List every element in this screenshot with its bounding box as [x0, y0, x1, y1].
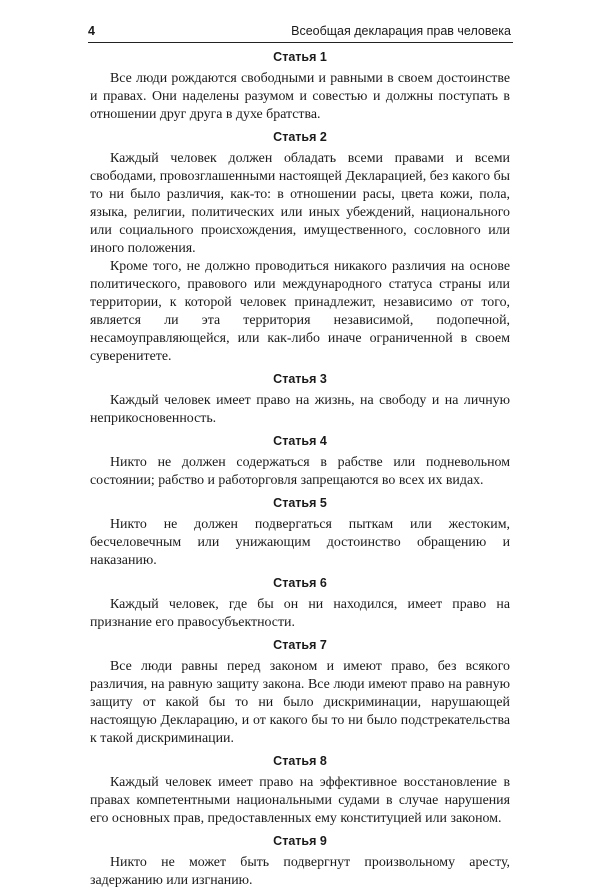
- article-heading: Статья 6: [273, 576, 327, 590]
- article-7: [90, 638, 510, 748]
- article-heading: Статья 1: [273, 50, 327, 64]
- article-heading: Статья 5: [273, 496, 327, 510]
- article-paragraph: Каждый человек, где бы он ни находился, имеет право на признание его правосубъектности.: [90, 597, 510, 630]
- article-heading: Статья 3: [273, 372, 327, 386]
- article-paragraph: Никто не может быть подвергнут произвольному аресту, задержанию или изгнанию.: [90, 855, 510, 888]
- article-paragraph: Каждый человек имеет право на жизнь, на свободу и на личную неприкосновенность.: [90, 393, 510, 426]
- article-paragraph: Все люди рождаются свободными и равными в своем достоинстве и правах. Они наделены разумом и совестью и должны поступать в отношении друг друга в духе братства.: [90, 71, 510, 122]
- article-paragraph: Никто не должен содержаться в рабстве или подневольном состоянии; рабство и работорговля запрещаются во всех их видах.: [90, 455, 510, 488]
- running-header: [88, 22, 513, 43]
- article-heading: Статья 4: [273, 434, 327, 448]
- article-8: [90, 754, 510, 828]
- article-heading: Статья 2: [273, 130, 327, 144]
- article-4: [90, 434, 510, 490]
- article-paragraph: Кроме того, не должно проводиться никакого различия на основе политического, правового или международного статуса страны или территории, к которой человек принадлежит, независимо от того, является ли эта территория независимой, подопечной, несамоуправляющейся, или как-либо иначе ограниченной в своем суверенитете.: [90, 259, 510, 364]
- article-5: [90, 496, 510, 570]
- article-2: [90, 130, 510, 366]
- article-heading: Статья 7: [273, 638, 327, 652]
- article-paragraph: Каждый человек должен обладать всеми правами и всеми свободами, провозглашенными настоящей Декларацией, без какого бы то ни было различия, как-то: в отношении расы, цвета кожи, пола, языка, религии, политических или иных убеждений, национального или социального происхождения, имущественного, сословного или иного положения.: [90, 151, 510, 256]
- article-9: [90, 834, 510, 890]
- article-paragraph: Все люди равны перед законом и имеют право, без всякого различия, на равную защиту закона. Все люди имеют право на равную защиту от какой бы то ни было дискриминации, нарушающей настоящую Декларацию, и от какого бы то ни было подстрекательства к такой дискриминации.: [90, 659, 510, 746]
- article-heading: Статья 8: [273, 754, 327, 768]
- article-6: [90, 576, 510, 632]
- article-paragraph: Никто не должен подвергаться пыткам или жестоким, бесчеловечным или унижающим достоинство обращению и наказанию.: [90, 517, 510, 568]
- document-body: [90, 50, 510, 896]
- book-title: Всеобщая декларация прав человека: [291, 24, 511, 38]
- article-3: [90, 372, 510, 428]
- page-number: 4: [88, 24, 95, 38]
- article-1: [90, 50, 510, 124]
- article-heading: Статья 9: [273, 834, 327, 848]
- article-paragraph: Каждый человек имеет право на эффективное восстановление в правах компетентными национальными судами в случае нарушения его основных прав, предоставленных ему конституцией или законом.: [90, 775, 510, 826]
